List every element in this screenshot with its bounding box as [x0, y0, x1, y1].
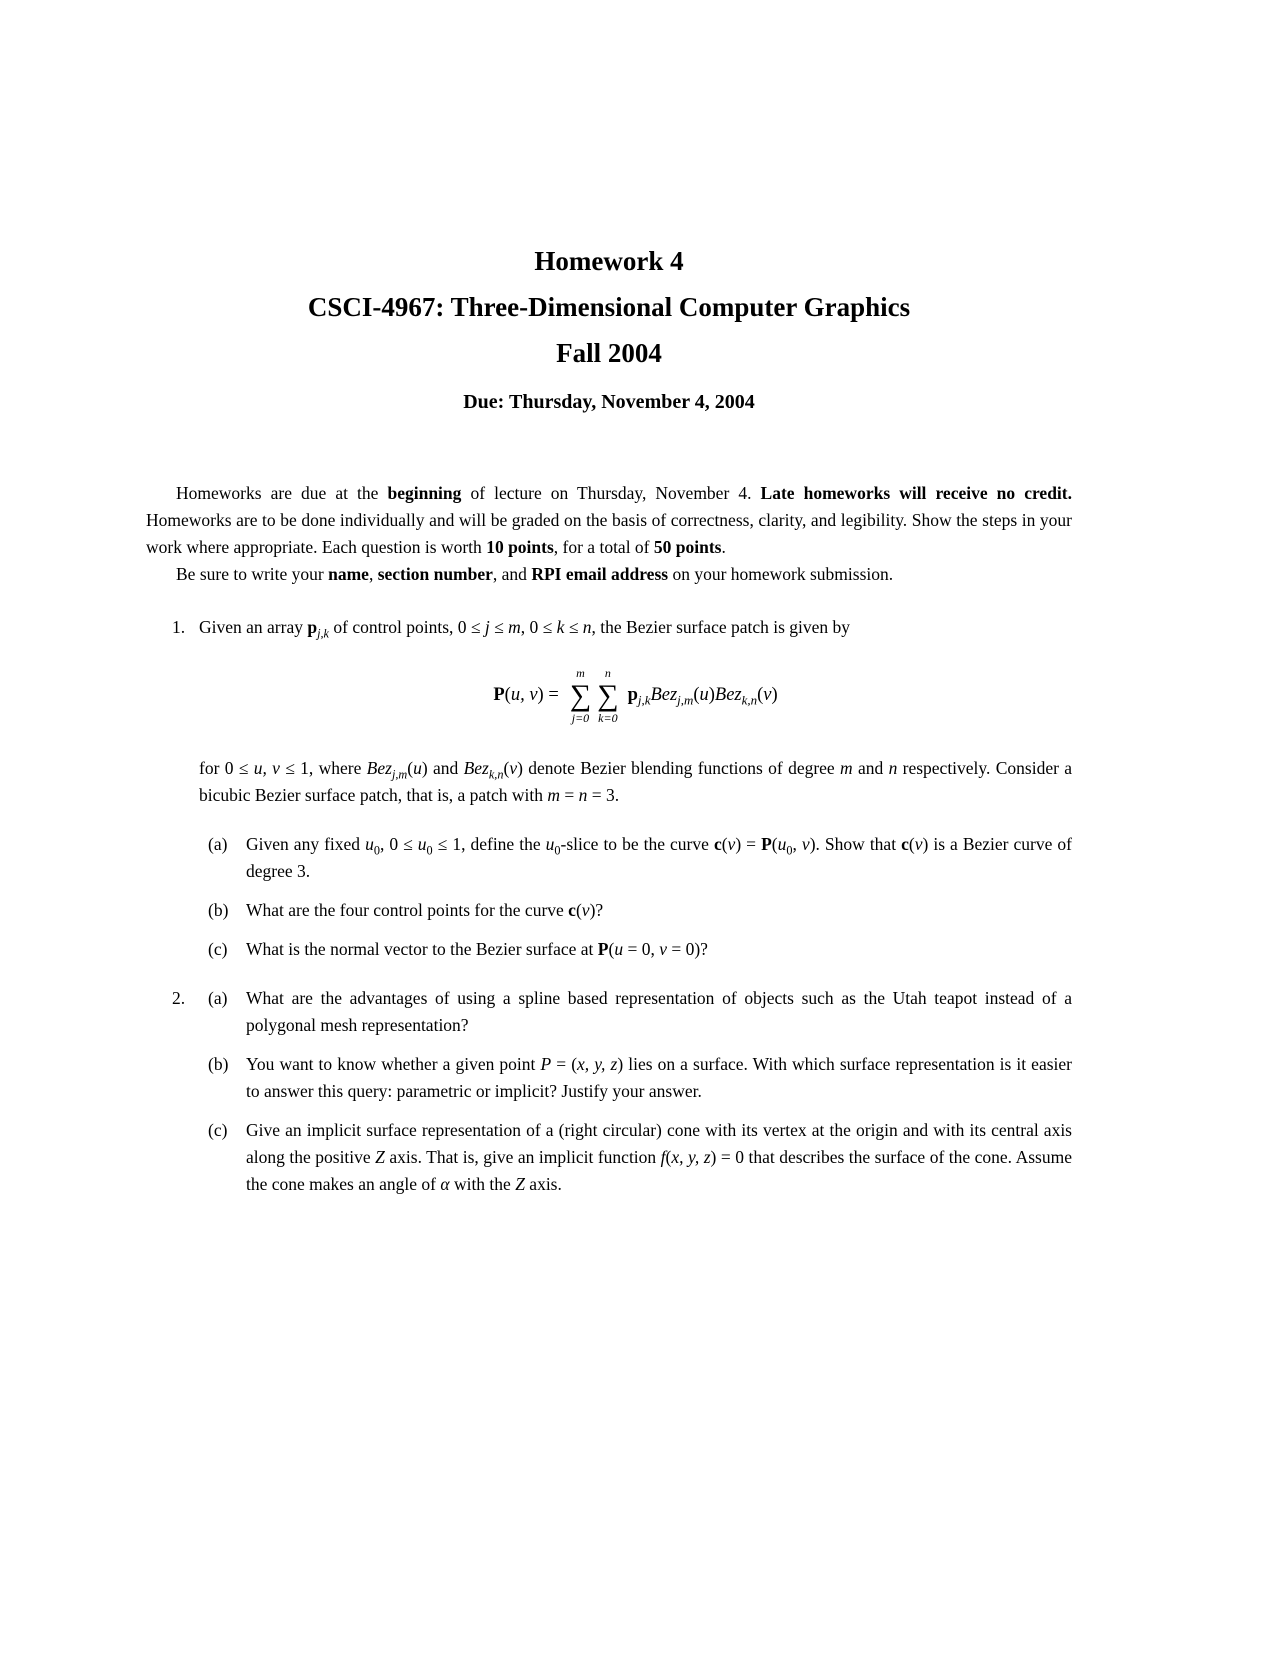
summation-k-upper-limit: n — [604, 666, 611, 680]
summation-j-lower-limit: j=0 — [571, 710, 590, 725]
sigma-icon: ∑ — [569, 679, 592, 713]
question-1-continuation: for 0 ≤ u, v ≤ 1, where Bez$_{j,m}$(u) and Bez$_{k,n}$(v) denote Bezier blending functions of degree m and n respectively. Consider a bicubic Bezier surface patch, that is, a patch with m = n = 3. — [199, 757, 1072, 805]
question-1-intro: Given an array $p_{j,k}$ of control points, 0 ≤ j ≤ m, 0 ≤ k ≤ n, the Bezier surface patch is given by — [199, 617, 851, 641]
summation-over-j — [570, 667, 591, 725]
title-homework-number: Homework 4 — [534, 246, 684, 276]
summation-over-k — [597, 667, 618, 725]
question-2-number: 2. — [172, 987, 186, 1008]
question-1-part-c — [199, 936, 1072, 963]
intro-section — [146, 480, 1072, 588]
question-2 — [146, 985, 1072, 1198]
formula-term: $p_{j,k}Bez_{j,m}(u)Bez_{k,n}(v)$ — [627, 685, 778, 709]
summation-k-lower-limit: k=0 — [598, 710, 618, 725]
due-date-line: Due: Thursday, November 4, 2004 — [463, 391, 755, 413]
summation-j-upper-limit: m — [576, 666, 585, 680]
part-label: (a) — [208, 833, 228, 854]
part-text: Give an implicit surface representation of a (right circular) cone with its vertex at the origin and with its central axis along the positive Z axis. That is, give an implicit function f(x, y, z) = 0 that describes the surface of the cone. Assume the cone makes an angle of α with the Z axis. — [246, 1119, 1072, 1194]
question-list — [146, 614, 1072, 1198]
part-text: What is the normal vector to the Bezier surface at P(u = 0, v = 0)? — [246, 938, 708, 959]
document-header — [146, 238, 1072, 416]
part-text: What are the four control points for the curve c(v)? — [246, 899, 604, 920]
question-2-part-b — [199, 1051, 1072, 1105]
part-label: (a) — [208, 987, 228, 1008]
intro-paragraph-submission: Be sure to write your name, section number, and RPI email address on your homework submission. — [176, 564, 894, 584]
sigma-icon: ∑ — [597, 679, 619, 713]
intro-paragraph-policy: Homeworks are due at the beginning of lecture on Thursday, November 4. Late homeworks will receive no credit. Homeworks are to be done individually and will be graded on the basis of correctness, clarity, and legibility. Show the steps in your work where appropriate. Each question is worth 10 points, for a total of 50 points. — [146, 483, 1072, 557]
question-2-part-a — [199, 985, 1072, 1039]
question-1 — [146, 614, 1072, 963]
question-1-number: 1. — [172, 617, 186, 637]
part-label: (b) — [208, 1053, 229, 1074]
title-course-name: CSCI-4967: Three-Dimensional Computer Graphics — [307, 292, 911, 322]
question-1-part-b — [199, 897, 1072, 924]
part-text: Given any fixed $u_0$, $0 \le u_0 \le 1$, define the $u_0$-slice to be the curve $c(v) = P(u_0$, v). Show that c(v) is a Bezier curve of degree 3. — [246, 833, 1072, 881]
question-2-body — [199, 985, 1072, 1198]
formula-lhs: P(u, v) = — [493, 685, 559, 706]
part-label: (c) — [208, 938, 228, 959]
part-label: (b) — [208, 899, 229, 920]
question-1-part-a — [199, 831, 1072, 885]
part-text: You want to know whether a given point P = (x, y, z) lies on a surface. With which surface representation is it easier to answer this query: parametric or implicit? Justify your answer. — [246, 1053, 1072, 1101]
part-text: What are the advantages of using a spline based representation of objects such as the Utah teapot instead of a polygonal mesh representation? — [246, 987, 1072, 1035]
question-2-part-c — [199, 1117, 1072, 1198]
bezier-surface-formula — [199, 667, 1072, 725]
question-1-body — [199, 614, 1072, 963]
title-semester: Fall 2004 — [556, 338, 662, 368]
part-label: (c) — [208, 1119, 228, 1140]
